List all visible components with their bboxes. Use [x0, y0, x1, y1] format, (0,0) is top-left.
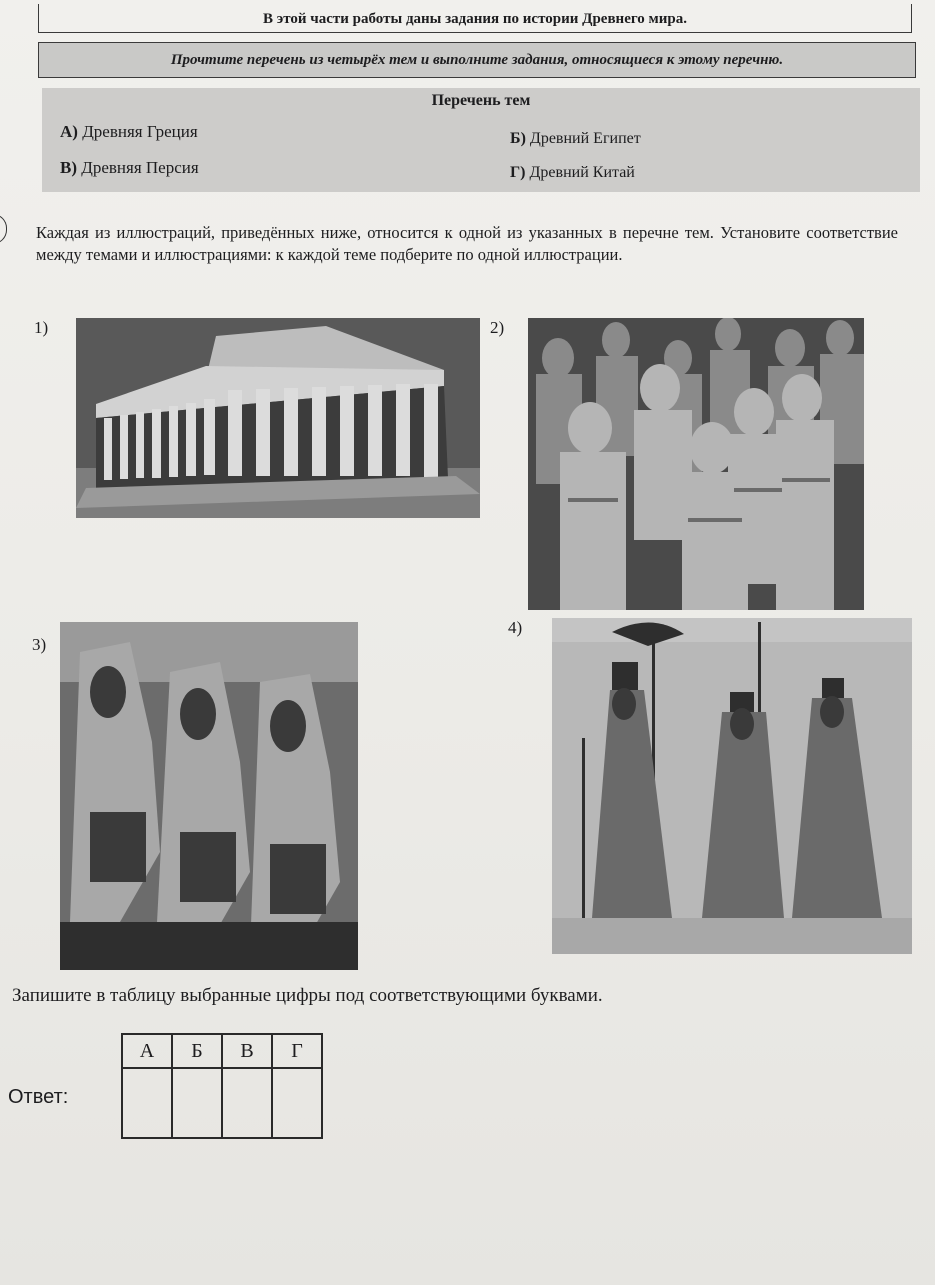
illustration-3-number: 3) [32, 635, 47, 654]
topic-a: А) Древняя Греция [60, 122, 198, 141]
answer-column-g: Г [272, 1034, 322, 1068]
topics-list-box [42, 88, 920, 192]
section-header: В этой части работы даны задания по истории Древнего мира. [38, 4, 912, 33]
answer-column-b: Б [172, 1034, 222, 1068]
answer-cell-a[interactable] [122, 1068, 172, 1138]
answer-column-v: В [222, 1034, 272, 1068]
answer-cell-v[interactable] [222, 1068, 272, 1138]
answer-cell-b[interactable] [172, 1068, 222, 1138]
illustration-1-greek-temple [76, 318, 480, 518]
topic-b: Б) Древний Египет [510, 130, 641, 147]
illustration-4-number: 4) [508, 618, 523, 637]
answer-column-a: А [122, 1034, 172, 1068]
instruction-box: Прочтите перечень из четырёх тем и выполните задания, относящиеся к этому перечню. [38, 42, 916, 78]
illustration-1-number: 1) [34, 318, 49, 337]
answer-label: Ответ: [8, 1086, 69, 1108]
illustration-2-number: 2) [490, 318, 505, 337]
topic-g: Г) Древний Китай [510, 164, 635, 181]
illustration-3-egyptian-colossi [60, 622, 358, 970]
answer-cell-g[interactable] [272, 1068, 322, 1138]
topic-v: В) Древняя Персия [60, 158, 199, 177]
answer-table [121, 1033, 323, 1139]
illustration-4-persian-warriors [552, 618, 912, 954]
task-number-mark [0, 214, 7, 244]
task-text: Каждая из иллюстраций, приведённых ниже, относится к одной из указанных в перечне тем. Установите соответствие между темами и иллюстрациями: к каждой теме подберите по одной иллюстрации. [36, 223, 898, 264]
illustration-2-terracotta-army [528, 318, 864, 610]
topics-title: Перечень тем [431, 92, 531, 109]
write-answer-prompt: Запишите в таблицу выбранные цифры под соответствующими буквами. [12, 985, 603, 1006]
